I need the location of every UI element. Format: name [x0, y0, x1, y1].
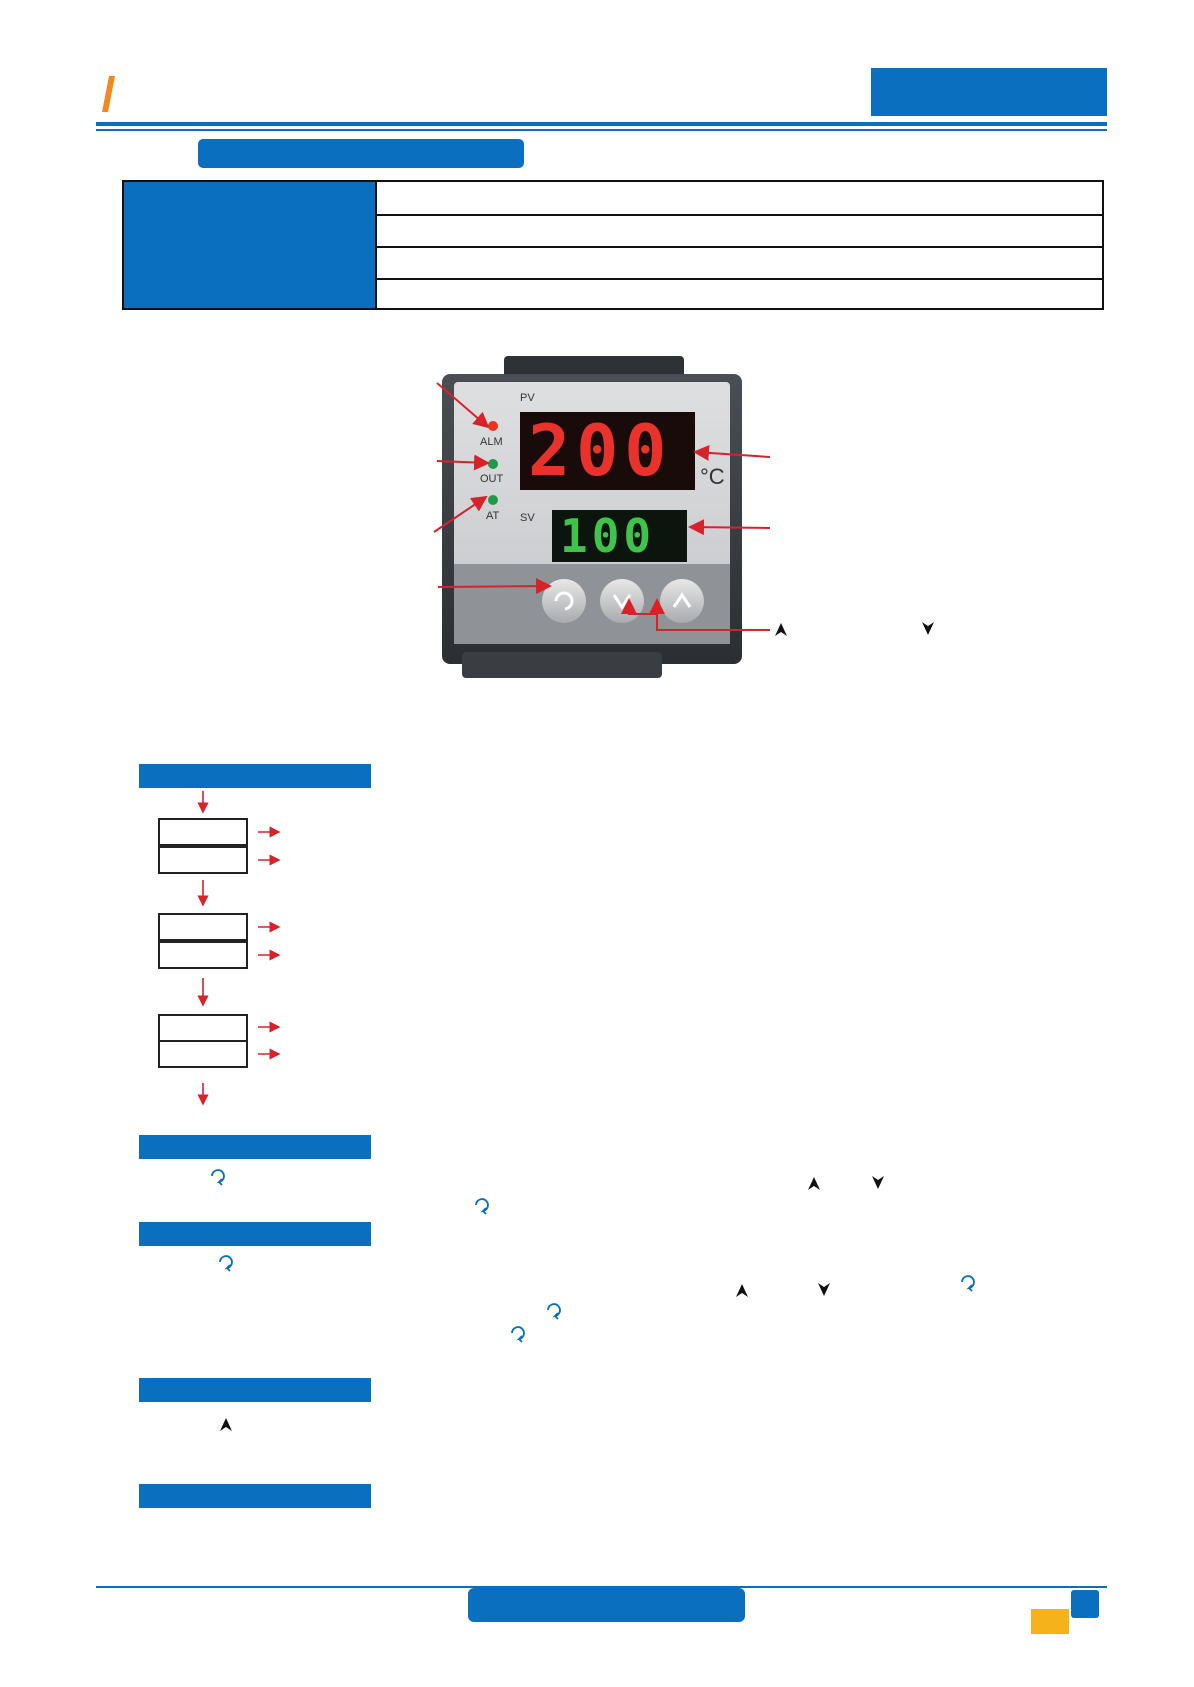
table-row-value — [375, 278, 1102, 308]
section-bar — [139, 1222, 371, 1246]
section-bar — [139, 764, 371, 788]
at-label: AT — [486, 510, 500, 522]
logo-mark-icon — [102, 76, 116, 112]
sv-readout: 100 — [560, 509, 656, 563]
sv-label: SV — [520, 512, 535, 524]
table-row-label — [124, 214, 375, 246]
flow-box — [158, 941, 248, 969]
header-rule-thick — [96, 122, 1107, 126]
footer-pill — [468, 1588, 745, 1622]
section-title-pill — [198, 139, 524, 168]
table-row — [124, 214, 1102, 248]
section-bar — [139, 1135, 371, 1159]
header-title-badge — [871, 68, 1107, 116]
flow-box — [158, 1014, 248, 1042]
flow-box — [158, 1040, 248, 1068]
pv-readout: 200 — [528, 410, 673, 492]
header-rule-thin — [96, 129, 1107, 131]
out-label: OUT — [480, 473, 504, 485]
section-bar — [139, 1378, 371, 1402]
table-row-label — [124, 246, 375, 278]
table-row — [124, 246, 1102, 280]
table-row — [124, 182, 1102, 216]
temperature-controller-photo — [442, 352, 742, 682]
table-row-value — [375, 182, 1102, 214]
pv-label: PV — [520, 392, 535, 404]
table-row — [124, 278, 1102, 308]
flow-box — [158, 818, 248, 846]
flow-box — [158, 913, 248, 941]
flow-box — [158, 846, 248, 874]
page-number-badge — [1031, 1609, 1069, 1634]
table-row-label — [124, 182, 375, 214]
alm-label: ALM — [480, 436, 503, 448]
spec-table — [122, 180, 1104, 310]
table-row-value — [375, 246, 1102, 278]
page-corner-square — [1071, 1590, 1099, 1618]
unit-label: °C — [700, 464, 725, 489]
section-bar — [139, 1484, 371, 1508]
table-row-value — [375, 214, 1102, 246]
table-row-label — [124, 278, 375, 308]
